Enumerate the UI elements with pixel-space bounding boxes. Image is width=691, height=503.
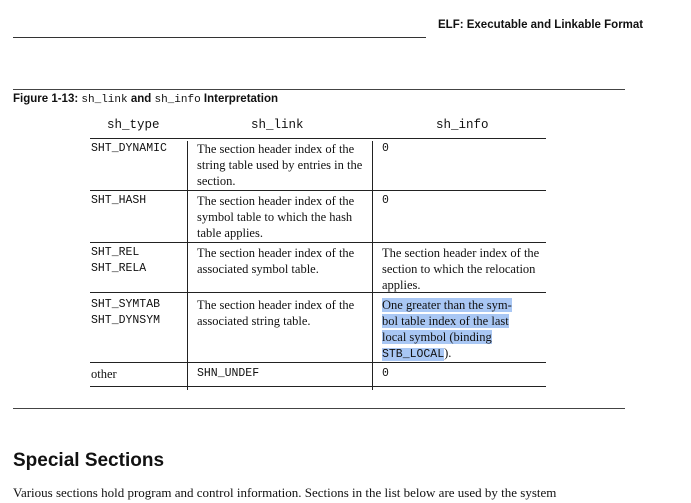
row2-info: 0 xyxy=(382,194,389,207)
row4-link: The section header index of the associated string table. xyxy=(197,298,355,328)
header-sh-info: sh_info xyxy=(436,118,489,132)
figure-code-info: sh_info xyxy=(154,94,201,106)
figure-caption xyxy=(13,93,278,106)
table-row xyxy=(91,193,146,209)
figure-title: Interpretation xyxy=(203,93,279,105)
row3-type-a: SHT_REL xyxy=(91,246,140,259)
row3-link: The section header index of the associated symbol table. xyxy=(197,246,355,276)
row4-info-line1: One greater than the sym- xyxy=(382,298,512,312)
table-rule-bottom xyxy=(90,386,546,387)
row1-info: 0 xyxy=(382,142,389,155)
table-col-divider-1 xyxy=(187,141,188,390)
row5-type: other xyxy=(91,367,117,381)
row4-type-a: SHT_SYMTAB xyxy=(91,298,161,311)
figure-label: Figure 1-13: xyxy=(13,93,79,105)
figure-code-link: sh_link xyxy=(81,94,128,106)
table-rule-row1 xyxy=(90,190,546,191)
row1-type: SHT_DYNAMIC xyxy=(91,142,167,155)
figure-and: and xyxy=(130,93,152,105)
row1-link: The section header index of the string table used by entries in the section. xyxy=(197,142,363,188)
row4-info-line3: local symbol (binding xyxy=(382,330,492,344)
row4-info-line2: bol table index of the last xyxy=(382,314,509,328)
running-header: ELF: Executable and Linkable Format xyxy=(438,19,644,31)
top-rule xyxy=(13,89,625,90)
row3-info: The section header index of the section to which the relocation applies. xyxy=(382,246,540,292)
running-header-rule xyxy=(13,37,426,38)
row4-type-b: SHT_DYNSYM xyxy=(91,314,161,327)
table-row xyxy=(91,297,160,329)
row4-info-end: ). xyxy=(444,346,452,360)
row4-info xyxy=(382,297,552,363)
row4-info-code: STB_LOCAL xyxy=(382,348,445,361)
row2-link: The section header index of the symbol table to which the hash table applies. xyxy=(197,194,355,240)
table-row xyxy=(91,245,146,277)
bottom-rule xyxy=(13,408,625,409)
table-row xyxy=(91,141,167,157)
header-sh-type: sh_type xyxy=(107,118,160,132)
section-title: Special Sections xyxy=(13,450,165,471)
table-rule-header xyxy=(90,138,546,139)
header-sh-link: sh_link xyxy=(251,118,304,132)
row5-info: 0 xyxy=(382,367,389,380)
table-rule-row2 xyxy=(90,242,546,243)
table-row xyxy=(91,366,117,382)
row2-type: SHT_HASH xyxy=(91,194,147,207)
body-paragraph: Various sections hold program and control information. Sections in the list below are used by the system xyxy=(13,485,557,500)
table-col-divider-2 xyxy=(372,141,373,390)
row3-type-b: SHT_RELA xyxy=(91,262,147,275)
row5-link: SHN_UNDEF xyxy=(197,367,260,380)
